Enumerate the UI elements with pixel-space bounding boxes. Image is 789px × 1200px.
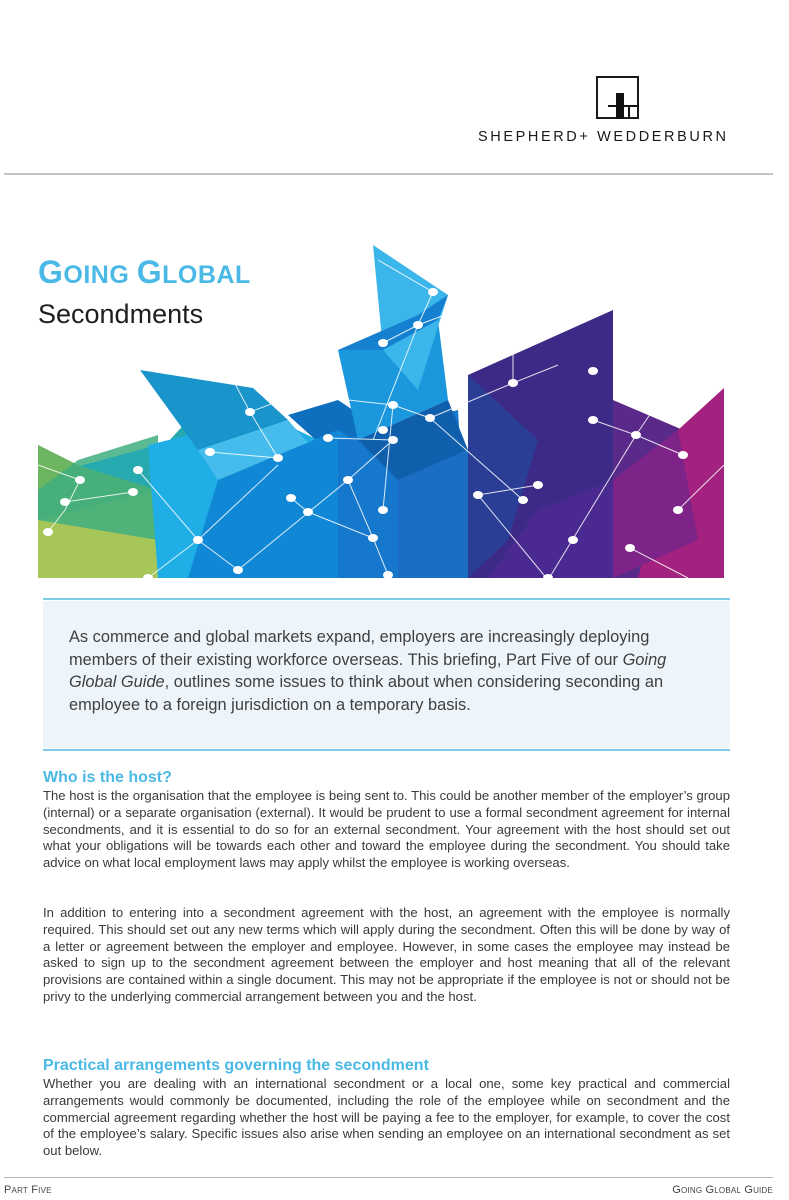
footer-divider: [4, 1177, 773, 1178]
header-divider: [4, 173, 773, 175]
section-heading-host: Who is the host?: [43, 769, 172, 786]
page-subtitle: Secondments: [38, 299, 204, 329]
intro-bottom-rule: [43, 749, 730, 751]
footer-guide-label: Going Global Guide: [672, 1184, 773, 1196]
section-paragraph: The host is the organisation that the employee is being sent to. This could be another member of the employer’s group (internal) or a separate organisation (external). It would be prudent to use a formal secondment agreement for internal secondments, and it is essential to do so for an external secondment. Your agreement with the host should set out what your obligations will be towards each other and toward the employee during the secondment. You should take advice on what local employment laws may apply whilst the employee is working overseas.: [43, 788, 730, 871]
footer-part-label: Part Five: [4, 1184, 52, 1196]
intro-top-rule: [43, 598, 730, 600]
company-logo: [478, 76, 760, 146]
logo-text: SHEPHERD+ WEDDERBURN: [478, 129, 729, 145]
intro-text: As commerce and global markets expand, employers are increasingly deploying members of their existing workforce overseas. This briefing, Part Five of our Going Global Guide, outlines some issues to think about when considering seconding an employee to a foreign jurisdiction on a temporary basis.: [69, 628, 667, 714]
logo-mark-icon: [596, 76, 639, 119]
section-heading-practical: Practical arrangements governing the secondment: [43, 1057, 429, 1074]
section-paragraph: Whether you are dealing with an international secondment or a local one, some key practical and commercial arrangements would commonly be documented, including the role of the employee while on secondment and the commercial agreement regarding whether the host will be paying a fee to the employer, for example, to cover the cost of the employee’s salary. Specific issues also arise when sending an employee on an international secondment as set out below.: [43, 1076, 730, 1159]
page-title: GOING GLOBAL: [38, 254, 251, 290]
hero-network-graphic: [38, 240, 726, 580]
section-paragraph: In addition to entering into a secondment agreement with the host, an agreement with the employee is normally required. This should set out any new terms which will apply during the secondment. Often this will be done by way of a letter or agreement between the employer and employee. However, in some cases the employee may instead be asked to sign up to the secondment agreement between the employer and host meaning that all of the relevant provisions are contained within a single document. This may not be appropriate if the employee is not or should not be privy to the underlying commercial arrangement between you and the host.: [43, 905, 730, 1004]
